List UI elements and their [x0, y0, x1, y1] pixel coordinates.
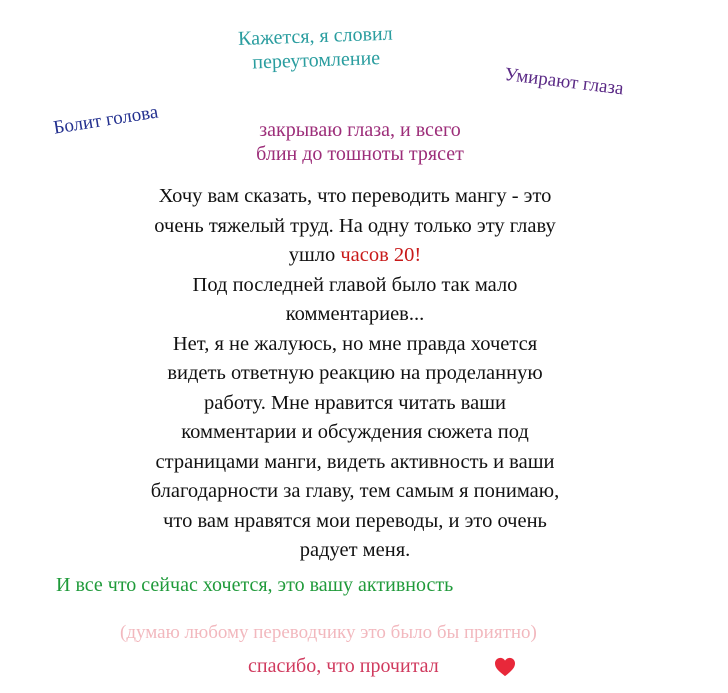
note-shaking-line1: закрываю глаза, и всего [259, 119, 461, 141]
message-line: радует меня. [299, 539, 411, 561]
main-message [100, 182, 610, 566]
message-line-prefix: ушло [288, 244, 341, 266]
message-line: комментариев... [285, 303, 425, 325]
translator-note: (думаю любому переводчику это было бы приятно) [120, 622, 537, 643]
note-shaking-line2: блин до тошноты трясет [256, 143, 464, 165]
note-overwork-line2: переутомление [251, 47, 381, 74]
message-line: Нет, я не жалуюсь, но мне правда хочется [172, 332, 538, 355]
message-line [100, 241, 610, 271]
message-line: Под последней главой было так мало [192, 273, 518, 296]
message-line: очень тяжелый труд. На одну только эту главу [154, 214, 556, 237]
note-shaking [210, 118, 510, 166]
note-eyes: Умирают глаза [503, 64, 625, 100]
activity-line: И все что сейчас хочется, это вашу активность [56, 574, 454, 596]
note-overwork-line1: Кажется, я словил [237, 22, 394, 51]
message-line: благодарности за главу, тем самым я понимаю, [150, 480, 560, 502]
message-line: работу. Мне нравится читать ваши [204, 391, 506, 414]
heart-icon [494, 657, 516, 677]
message-line: комментарии и обсуждения сюжета под [181, 421, 529, 443]
note-headache: Болит голова [52, 101, 160, 139]
hours-highlight: часов 20! [340, 244, 422, 266]
message-line: видеть ответную реакцию на проделанную [167, 362, 543, 384]
note-overwork [210, 21, 422, 76]
message-line: Хочу вам сказать, что переводить мангу - это [158, 185, 552, 207]
message-line: что вам нравятся мои переводы, и это очень [163, 509, 547, 532]
thanks-line: спасибо, что прочитал [248, 655, 439, 677]
message-line: страницами манги, видеть активность и ваши [155, 450, 555, 473]
